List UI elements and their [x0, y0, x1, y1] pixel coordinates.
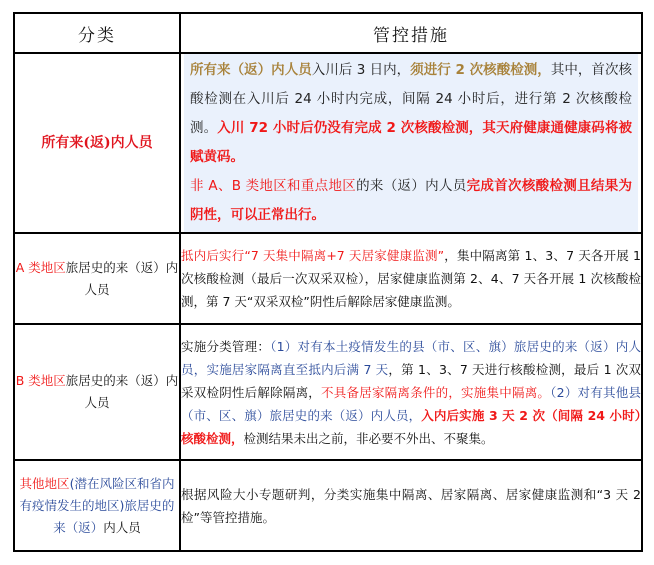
plain-text: 检测结果未出之前，非必要不外出、不聚集。 [243, 430, 494, 446]
highlight-blue-text: （2）对有其他县（市、区、旗）旅居史的来（返）内人员， [181, 384, 641, 423]
measures-cell [180, 233, 642, 324]
header-row [14, 13, 642, 53]
plain-text: 其中，首次核酸检测在入川后 24 小时内完成，间隔 24 小时后，进行第 2 次核酸检测。 [190, 62, 632, 136]
measures-cell [180, 324, 642, 460]
header-measures: 管控措施 [180, 13, 642, 53]
region-label: B 类地区 [15, 373, 66, 388]
region-label: A 类地区 [15, 259, 66, 275]
plain-text: ，第 1、3、7 天进行核酸检测，最后 1 次双采双检阴性后解除隔离， [181, 361, 641, 400]
highlight-block [184, 54, 638, 232]
category-note: (潜在风险区和省内有疫情发生的地区)旅居史的来（返） [19, 475, 175, 535]
highlight-gold-text: 须进行 2 次核酸检测， [410, 62, 551, 78]
plain-text: 实施分类管理： [181, 338, 271, 354]
category-cell [14, 53, 180, 233]
measures-cell [180, 460, 642, 551]
plain-text: 入川后 3 日内， [311, 62, 411, 78]
highlight-red-text: 抵内后实行“7 天集中隔离+7 天居家健康监测” [181, 248, 445, 263]
category-cell [14, 233, 180, 324]
warning-text: 入川 72 小时后仍没有完成 2 次核酸检测，其天府健康通健康码将被赋黄码。 [190, 120, 633, 165]
category-text: 所有来(返)内人员 [41, 135, 153, 151]
warning-text: 入内后实施 3 天 2 次（间隔 24 小时）核酸检测， [181, 407, 641, 446]
table-row [14, 53, 642, 233]
region-label: 其他地区 [19, 475, 70, 491]
plain-text: 的来（返）内人员 [356, 178, 467, 194]
highlight-gold-text: 所有来（返）内人员 [190, 62, 312, 78]
table-row [14, 460, 642, 551]
region-text: 非 A、B 类地区和重点地区 [190, 178, 357, 194]
category-text: 内人员 [103, 519, 141, 535]
warning-text: 完成首次核酸检测且结果为阴性，可以正常出行。 [190, 178, 632, 223]
highlight-blue-text: （1）对有本土疫情发生的县（市、区、旗）旅居史的来（返）内人员，实施居家隔离直至抵内后满 7 天 [181, 338, 641, 377]
category-cell [14, 460, 180, 551]
table-row [14, 233, 642, 324]
measures-cell [180, 53, 642, 233]
plain-text: 根据风险大小专题研判，分类实施集中隔离、居家隔离、居家健康监测和“3 天 2 检”等管控措施。 [181, 486, 641, 525]
policy-table [13, 12, 643, 552]
category-text: 旅居史的来（返）内人员 [65, 373, 179, 410]
table-row [14, 324, 642, 460]
header-category: 分类 [14, 13, 180, 53]
category-text: 旅居史的来（返）内人员 [65, 259, 179, 297]
highlight-red-text: 不具备居家隔离条件的，实施集中隔离。 [321, 384, 551, 400]
category-cell [14, 324, 180, 460]
plain-text: ，集中隔离第 1、3、7 天各开展 1 次核酸检测（最后一次双采双检），居家健康监测第 2、4、7 天各开展 1 次核酸检测，第 7 天“双采双检”阴性后解除居家健康监测。 [181, 248, 641, 309]
